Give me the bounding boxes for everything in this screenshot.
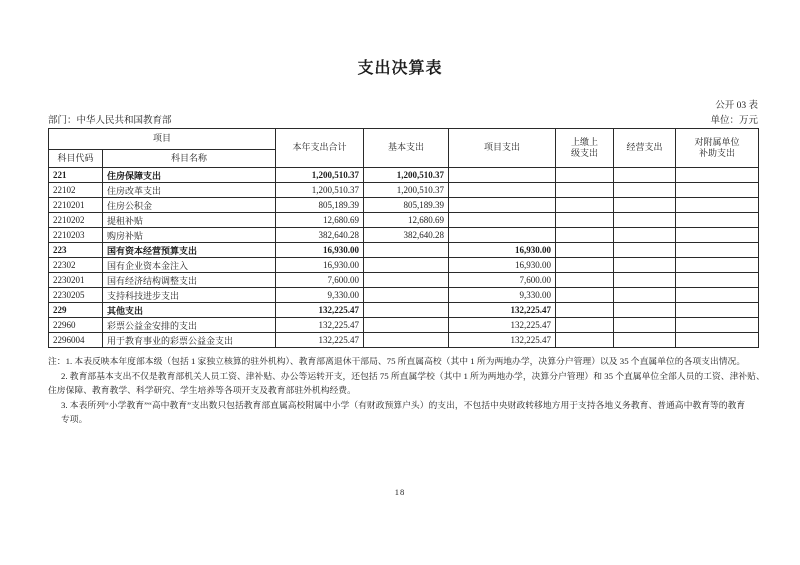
table-row: [49, 183, 759, 198]
note-line: 注：1. 本表反映本年度部本级（包括 1 家独立核算的驻外机构）、教育部离退休干部局、75 所直属高校（其中 1 所为两地办学，决算分户管理）以及 35 个直属单位的各项支出情况。: [48, 356, 746, 366]
cell-upper: [556, 288, 614, 303]
cell-project: [449, 198, 556, 213]
cell-subsidy: [676, 198, 759, 213]
header-project-group: 项目: [49, 129, 276, 150]
cell-code: 2230205: [49, 288, 103, 303]
cell-total: 7,600.00: [276, 273, 364, 288]
cell-name: 购房补贴: [103, 228, 276, 243]
cell-code: 2296004: [49, 333, 103, 348]
cell-total: 16,930.00: [276, 243, 364, 258]
cell-upper: [556, 318, 614, 333]
cell-subsidy: [676, 243, 759, 258]
cell-subsidy: [676, 333, 759, 348]
page-title: 支出决算表: [357, 60, 443, 77]
table-header: [49, 129, 759, 168]
cell-total: 132,225.47: [276, 318, 364, 333]
cell-subsidy: [676, 303, 759, 318]
cell-basic: 805,189.39: [364, 198, 449, 213]
cell-total: 9,330.00: [276, 288, 364, 303]
header-name: 科目名称: [103, 150, 276, 168]
cell-operating: [614, 243, 676, 258]
header-total: 本年支出合计: [276, 129, 364, 168]
header-upper: [556, 129, 614, 168]
cell-operating: [614, 198, 676, 213]
cell-operating: [614, 183, 676, 198]
cell-subsidy: [676, 228, 759, 243]
cell-name: 彩票公益金安排的支出: [103, 318, 276, 333]
table-row: [49, 288, 759, 303]
table-body: [49, 168, 759, 348]
cell-operating: [614, 303, 676, 318]
cell-operating: [614, 333, 676, 348]
cell-basic: [364, 318, 449, 333]
cell-code: 223: [49, 243, 103, 258]
cell-name: 住房保障支出: [103, 168, 276, 183]
cell-upper: [556, 183, 614, 198]
cell-basic: 1,200,510.37: [364, 168, 449, 183]
cell-project: [449, 228, 556, 243]
cell-code: 22960: [49, 318, 103, 333]
header-basic: 基本支出: [364, 129, 449, 168]
cell-project: 7,600.00: [449, 273, 556, 288]
cell-subsidy: [676, 318, 759, 333]
cell-total: 12,680.69: [276, 213, 364, 228]
unit-label: 单位：万元: [710, 116, 758, 126]
cell-code: 229: [49, 303, 103, 318]
cell-project: 9,330.00: [449, 288, 556, 303]
cell-basic: [364, 273, 449, 288]
cell-project: 16,930.00: [449, 243, 556, 258]
header-operating: 经营支出: [614, 129, 676, 168]
cell-code: 2230201: [49, 273, 103, 288]
cell-basic: 12,680.69: [364, 213, 449, 228]
cell-operating: [614, 273, 676, 288]
cell-operating: [614, 258, 676, 273]
cell-subsidy: [676, 183, 759, 198]
cell-subsidy: [676, 258, 759, 273]
cell-name: 其他支出: [103, 303, 276, 318]
note-line: 住房保障、教育教学、科学研究、学生培养等各项开支及教育部驻外机构经费。: [48, 385, 356, 396]
cell-basic: [364, 333, 449, 348]
table-row: [49, 243, 759, 258]
cell-name: 住房改革支出: [103, 183, 276, 198]
cell-upper: [556, 273, 614, 288]
cell-project: [449, 183, 556, 198]
department-label: 部门：中华人民共和国教育部: [48, 116, 172, 126]
table-row: [49, 258, 759, 273]
cell-project: 132,225.47: [449, 303, 556, 318]
header-subsidy-line1: 对附属单位: [694, 136, 740, 147]
cell-basic: [364, 258, 449, 273]
table-row: [49, 198, 759, 213]
cell-basic: [364, 303, 449, 318]
expenditure-table: [48, 128, 759, 348]
table-row: [49, 168, 759, 183]
cell-operating: [614, 168, 676, 183]
table-row: [49, 273, 759, 288]
cell-total: 382,640.28: [276, 228, 364, 243]
cell-total: 1,200,510.37: [276, 168, 364, 183]
cell-name: 用于教育事业的彩票公益金支出: [103, 333, 276, 348]
table-row: [49, 213, 759, 228]
cell-subsidy: [676, 213, 759, 228]
header-upper-line1: 上缴上: [571, 136, 599, 147]
page-number: 18: [394, 487, 406, 497]
cell-code: 22302: [49, 258, 103, 273]
cell-operating: [614, 213, 676, 228]
cell-basic: [364, 243, 449, 258]
cell-total: 132,225.47: [276, 333, 364, 348]
cell-code: 2210202: [49, 213, 103, 228]
cell-operating: [614, 288, 676, 303]
table-row: [49, 303, 759, 318]
cell-subsidy: [676, 273, 759, 288]
cell-upper: [556, 333, 614, 348]
cell-total: 16,930.00: [276, 258, 364, 273]
cell-project: [449, 213, 556, 228]
cell-upper: [556, 303, 614, 318]
header-project-exp: 项目支出: [449, 129, 556, 168]
note-line: 2. 教育部基本支出不仅是教育部机关人员工资、津补贴、办公等运转开支，还包括 75 所直属学校（其中 1 所为两地办学，决算分户管理）和 35 个直属单位全部人员的工资、津补贴、: [61, 370, 765, 381]
cell-name: 支持科技进步支出: [103, 288, 276, 303]
cell-project: 132,225.47: [449, 318, 556, 333]
cell-name: 住房公积金: [103, 198, 276, 213]
header-code: 科目代码: [49, 150, 103, 168]
cell-upper: [556, 168, 614, 183]
cell-upper: [556, 198, 614, 213]
cell-subsidy: [676, 168, 759, 183]
cell-code: 221: [49, 168, 103, 183]
cell-upper: [556, 243, 614, 258]
cell-code: 2210201: [49, 198, 103, 213]
cell-name: 提租补贴: [103, 213, 276, 228]
cell-total: 805,189.39: [276, 198, 364, 213]
cell-name: 国有资本经营预算支出: [103, 243, 276, 258]
header-upper-line2: 级支出: [571, 148, 599, 158]
cell-total: 132,225.47: [276, 303, 364, 318]
meta-row: [48, 112, 758, 126]
note-line: 专项。: [61, 414, 88, 425]
cell-code: 22102: [49, 183, 103, 198]
cell-subsidy: [676, 288, 759, 303]
cell-name: 国有经济结构调整支出: [103, 273, 276, 288]
cell-basic: 1,200,510.37: [364, 183, 449, 198]
table-row: [49, 333, 759, 348]
cell-project: 132,225.47: [449, 333, 556, 348]
table-row: [49, 318, 759, 333]
cell-project: 16,930.00: [449, 258, 556, 273]
cell-upper: [556, 258, 614, 273]
cell-upper: [556, 228, 614, 243]
table-row: [49, 228, 759, 243]
cell-basic: [364, 288, 449, 303]
cell-total: 1,200,510.37: [276, 183, 364, 198]
cell-project: [449, 168, 556, 183]
notes: [48, 354, 778, 427]
cell-operating: [614, 228, 676, 243]
cell-name: 国有企业资本金注入: [103, 258, 276, 273]
table-code-label: 公开 03 表: [715, 101, 758, 111]
cell-basic: 382,640.28: [364, 228, 449, 243]
cell-code: 2210203: [49, 228, 103, 243]
note-line: 3. 本表所列“小学教育”“高中教育”支出数只包括教育部直属高校附属中小学（有财政预算户头）的支出，不包括中央财政转移地方用于支持各地义务教育、普通高中教育等的教育: [61, 399, 746, 410]
header-subsidy-line2: 补助支出: [699, 148, 736, 158]
header-subsidy: [676, 129, 759, 168]
cell-upper: [556, 213, 614, 228]
cell-operating: [614, 318, 676, 333]
